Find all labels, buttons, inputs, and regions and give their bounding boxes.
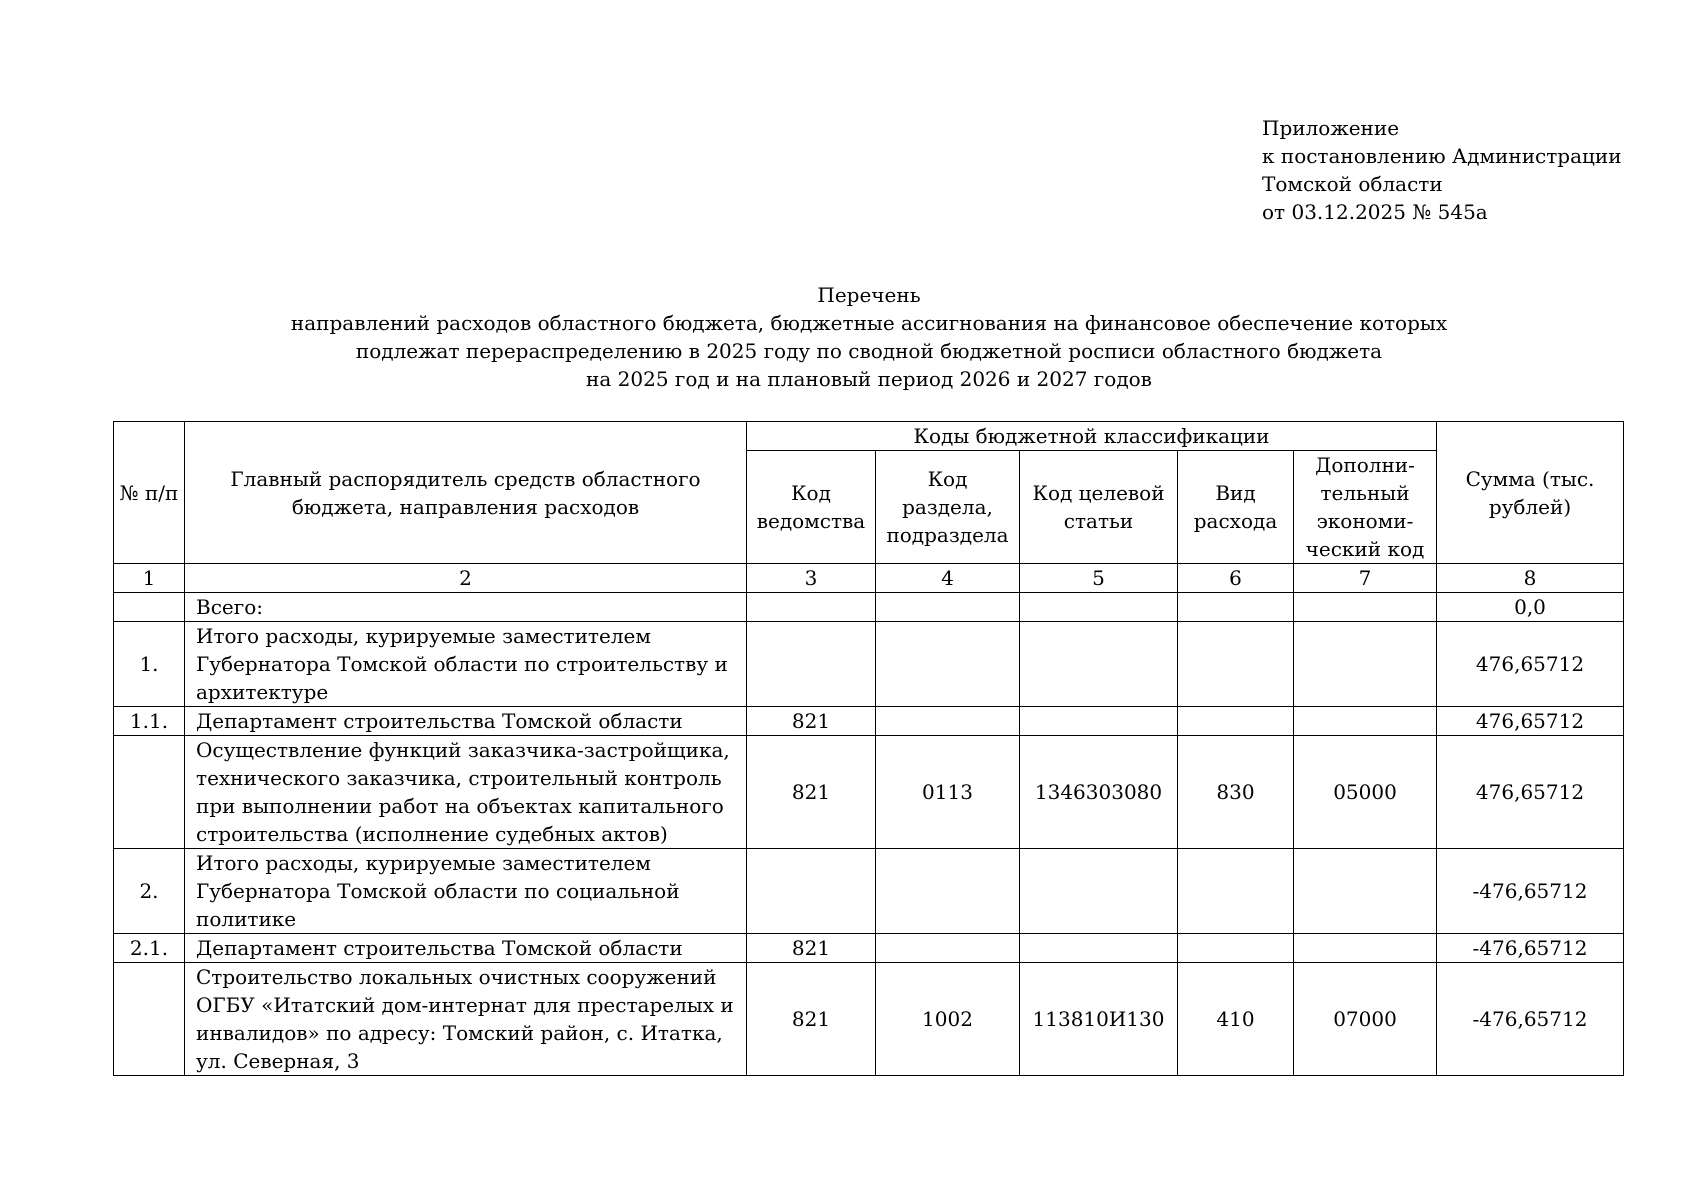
table-row: [114, 707, 1624, 736]
row-expense-type: [1178, 622, 1294, 707]
row-dept-code: 821: [747, 934, 876, 963]
row-num: [114, 736, 185, 849]
column-number-row: [114, 564, 1624, 593]
column-number: 2: [185, 564, 747, 593]
header-econ-code: Дополни-тельный экономи-ческий код: [1294, 451, 1437, 564]
row-num: 2.1.: [114, 934, 185, 963]
row-section-code: [876, 622, 1020, 707]
row-sum: 476,65712: [1437, 707, 1624, 736]
row-section-code: [876, 934, 1020, 963]
row-target-code: [1020, 849, 1178, 934]
row-sum: 0,0: [1437, 593, 1624, 622]
row-sum: -476,65712: [1437, 934, 1624, 963]
row-expense-type: [1178, 707, 1294, 736]
row-econ-code: [1294, 849, 1437, 934]
row-dept-code: 821: [747, 963, 876, 1076]
table-row: [114, 849, 1624, 934]
header-row: [114, 422, 1624, 451]
row-target-code: 113810И130: [1020, 963, 1178, 1076]
row-target-code: [1020, 934, 1178, 963]
row-econ-code: 07000: [1294, 963, 1437, 1076]
header-codes-group: Коды бюджетной классификации: [747, 422, 1437, 451]
row-econ-code: 05000: [1294, 736, 1437, 849]
row-section-code: [876, 707, 1020, 736]
row-name: Департамент строительства Томской области: [185, 934, 747, 963]
row-name: Итого расходы, курируемые заместителем Губернатора Томской области по социальной политике: [185, 849, 747, 934]
row-name: Департамент строительства Томской области: [185, 707, 747, 736]
row-section-code: [876, 849, 1020, 934]
row-econ-code: [1294, 707, 1437, 736]
row-name: Всего:: [185, 593, 747, 622]
row-name: Итого расходы, курируемые заместителем Губернатора Томской области по строительству и архитектуре: [185, 622, 747, 707]
column-number: 4: [876, 564, 1020, 593]
header-expense-type: Вид расхода: [1178, 451, 1294, 564]
header-num: № п/п: [114, 422, 185, 564]
header-target-code: Код целевой статьи: [1020, 451, 1178, 564]
appendix-line: от 03.12.2025 № 545а: [1262, 200, 1488, 224]
row-dept-code: [747, 622, 876, 707]
row-sum: -476,65712: [1437, 849, 1624, 934]
table-row: [114, 934, 1624, 963]
row-econ-code: [1294, 593, 1437, 622]
row-section-code: 0113: [876, 736, 1020, 849]
row-expense-type: 410: [1178, 963, 1294, 1076]
document-title: [150, 281, 1588, 393]
row-dept-code: [747, 849, 876, 934]
table-row: [114, 593, 1624, 622]
appendix-line: Приложение: [1262, 116, 1400, 140]
column-number: 5: [1020, 564, 1178, 593]
row-section-code: 1002: [876, 963, 1020, 1076]
column-number: 3: [747, 564, 876, 593]
row-econ-code: [1294, 934, 1437, 963]
table-row: [114, 963, 1624, 1076]
header-dept-code: Код ведомства: [747, 451, 876, 564]
row-section-code: [876, 593, 1020, 622]
header-sum: Сумма (тыс. рублей): [1437, 422, 1624, 564]
table-row: [114, 622, 1624, 707]
row-num: 2.: [114, 849, 185, 934]
column-number: 1: [114, 564, 185, 593]
title-line: на 2025 год и на плановый период 2026 и 2027 годов: [586, 367, 1152, 391]
budget-table: [113, 421, 1624, 1076]
row-sum: 476,65712: [1437, 622, 1624, 707]
table-row: [114, 736, 1624, 849]
row-expense-type: [1178, 849, 1294, 934]
column-number: 7: [1294, 564, 1437, 593]
row-target-code: [1020, 622, 1178, 707]
row-name: Осуществление функций заказчика-застройщика, технического заказчика, строительный контроль при выполнении работ на объектах капитального строительства (исполнение судебных актов): [185, 736, 747, 849]
appendix-line: Томской области: [1262, 172, 1443, 196]
row-target-code: [1020, 707, 1178, 736]
row-dept-code: 821: [747, 707, 876, 736]
row-sum: -476,65712: [1437, 963, 1624, 1076]
row-name: Строительство локальных очистных сооружений ОГБУ «Итатский дом-интернат для престарелых и инвалидов» по адресу: Томский район, с. Итатка, ул. Северная, 3: [185, 963, 747, 1076]
row-econ-code: [1294, 622, 1437, 707]
title-line: направлений расходов областного бюджета, бюджетные ассигнования на финансовое обеспечение которых: [290, 311, 1448, 335]
title-line: Перечень: [817, 283, 921, 307]
row-target-code: 1346303080: [1020, 736, 1178, 849]
header-name: Главный распорядитель средств областного бюджета, направления расходов: [185, 422, 747, 564]
row-dept-code: 821: [747, 736, 876, 849]
row-dept-code: [747, 593, 876, 622]
title-line: подлежат перераспределению в 2025 году по сводной бюджетной росписи областного бюджета: [355, 339, 1383, 363]
header-section-code: Код раздела, подраздела: [876, 451, 1020, 564]
row-expense-type: 830: [1178, 736, 1294, 849]
column-number: 6: [1178, 564, 1294, 593]
row-target-code: [1020, 593, 1178, 622]
appendix-block: [1262, 114, 1622, 226]
row-sum: 476,65712: [1437, 736, 1624, 849]
appendix-line: к постановлению Администрации: [1262, 144, 1622, 168]
row-num: 1.: [114, 622, 185, 707]
row-expense-type: [1178, 934, 1294, 963]
row-num: [114, 963, 185, 1076]
row-expense-type: [1178, 593, 1294, 622]
column-number: 8: [1437, 564, 1624, 593]
row-num: [114, 593, 185, 622]
row-num: 1.1.: [114, 707, 185, 736]
